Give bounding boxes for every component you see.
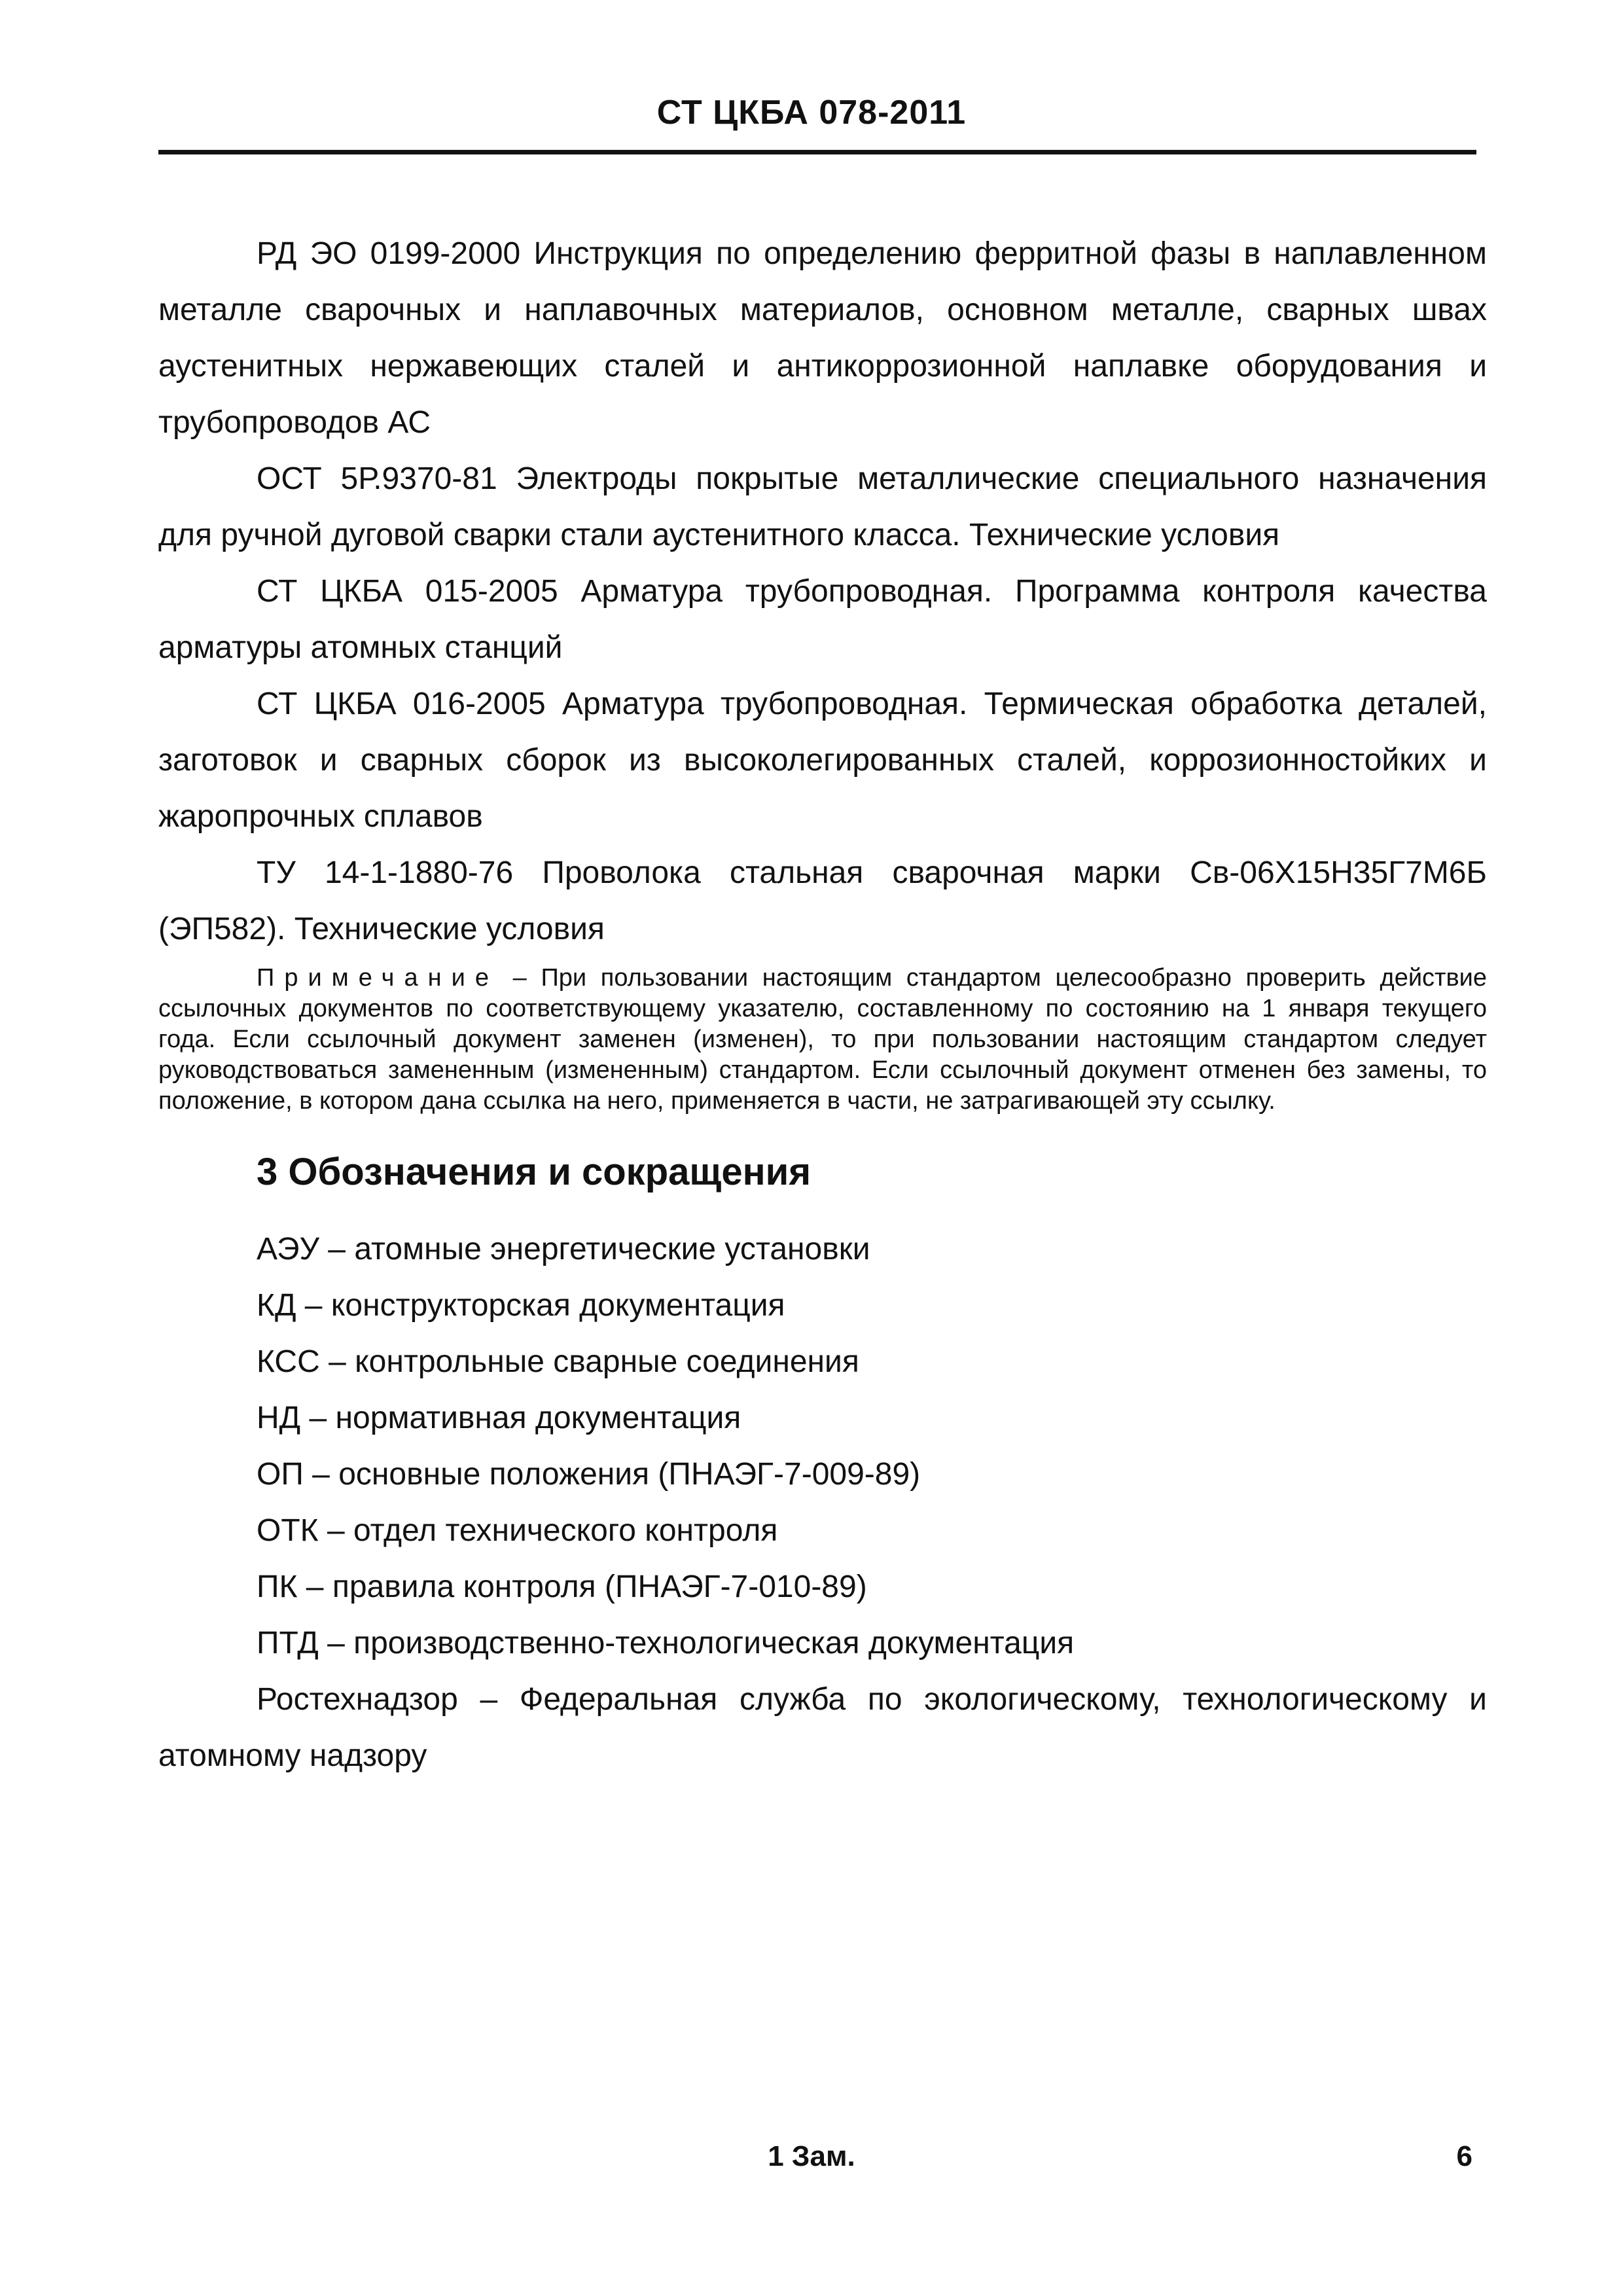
page-number: 6 bbox=[1456, 2140, 1472, 2172]
abbreviation-item: ОТК – отдел технического контроля bbox=[257, 1513, 778, 1548]
reference-entry: СТ ЦКБА 015-2005 Арматура трубопроводная. Программа контроля качества арматуры атомных станций bbox=[158, 574, 1487, 665]
note-label: Примечание bbox=[257, 964, 499, 992]
note-paragraph bbox=[158, 963, 1487, 1117]
abbreviation-item: КД – конструкторская документация bbox=[257, 1288, 785, 1323]
abbreviation-item: КСС – контрольные сварные соединения bbox=[257, 1344, 859, 1379]
section-title: 3 Обозначения и сокращения bbox=[257, 1151, 812, 1193]
page-body bbox=[158, 226, 1487, 1784]
abbreviation-list bbox=[158, 1221, 1487, 1784]
note-text: – При пользовании настоящим стандартом целесообразно проверить действие ссылочных документов по соответствующему указателю, составленному по состоянию на 1 января текущего года. Если ссылочный документ заменен (изменен), то при пользовании настоящим стандартом следует руководствоваться замененным (измененным) стандартом. Если ссылочный документ отменен без замены, то положение, в котором дана ссылка на него, применяется в части, не затрагивающей эту ссылку. bbox=[158, 964, 1488, 1115]
reference-entry: ТУ 14-1-1880-76 Проволока стальная сварочная марки Св-06Х15Н35Г7М6Б (ЭП582). Технические условия bbox=[158, 855, 1487, 946]
header-rule bbox=[158, 150, 1476, 154]
abbreviation-item: ПТД – производственно-технологическая документация bbox=[257, 1626, 1075, 1660]
abbreviation-item: Ростехнадзор – Федеральная служба по экологическому, технологическому и атомному надзору bbox=[158, 1682, 1487, 1773]
reference-entry: ОСТ 5Р.9370-81 Электроды покрытые металлические специального назначения для ручной дуговой сварки стали аустенитного класса. Технические условия bbox=[158, 461, 1487, 552]
reference-entry: СТ ЦКБА 016-2005 Арматура трубопроводная. Термическая обработка деталей, заготовок и сварных сборок из высоколегированных сталей, коррозионностойких и жаропрочных сплавов bbox=[158, 687, 1487, 834]
abbreviation-item: АЭУ – атомные энергетические установки bbox=[257, 1232, 870, 1266]
abbreviation-item: ОП – основные положения (ПНАЭГ-7-009-89) bbox=[257, 1457, 921, 1492]
abbreviation-item: НД – нормативная документация bbox=[257, 1401, 741, 1435]
document-code-header: СТ ЦКБА 078-2011 bbox=[656, 94, 967, 132]
abbreviation-item: ПК – правила контроля (ПНАЭГ-7-010-89) bbox=[257, 1570, 867, 1604]
change-note: 1 Зам. bbox=[768, 2140, 855, 2172]
reference-entry: РД ЭО 0199-2000 Инструкция по определению ферритной фазы в наплавленном металле сварочных и наплавочных материалов, основном металле, сварных швах аустенитных нержавеющих сталей и антикоррозионной наплавке оборудования и трубопроводов АС bbox=[158, 236, 1487, 440]
